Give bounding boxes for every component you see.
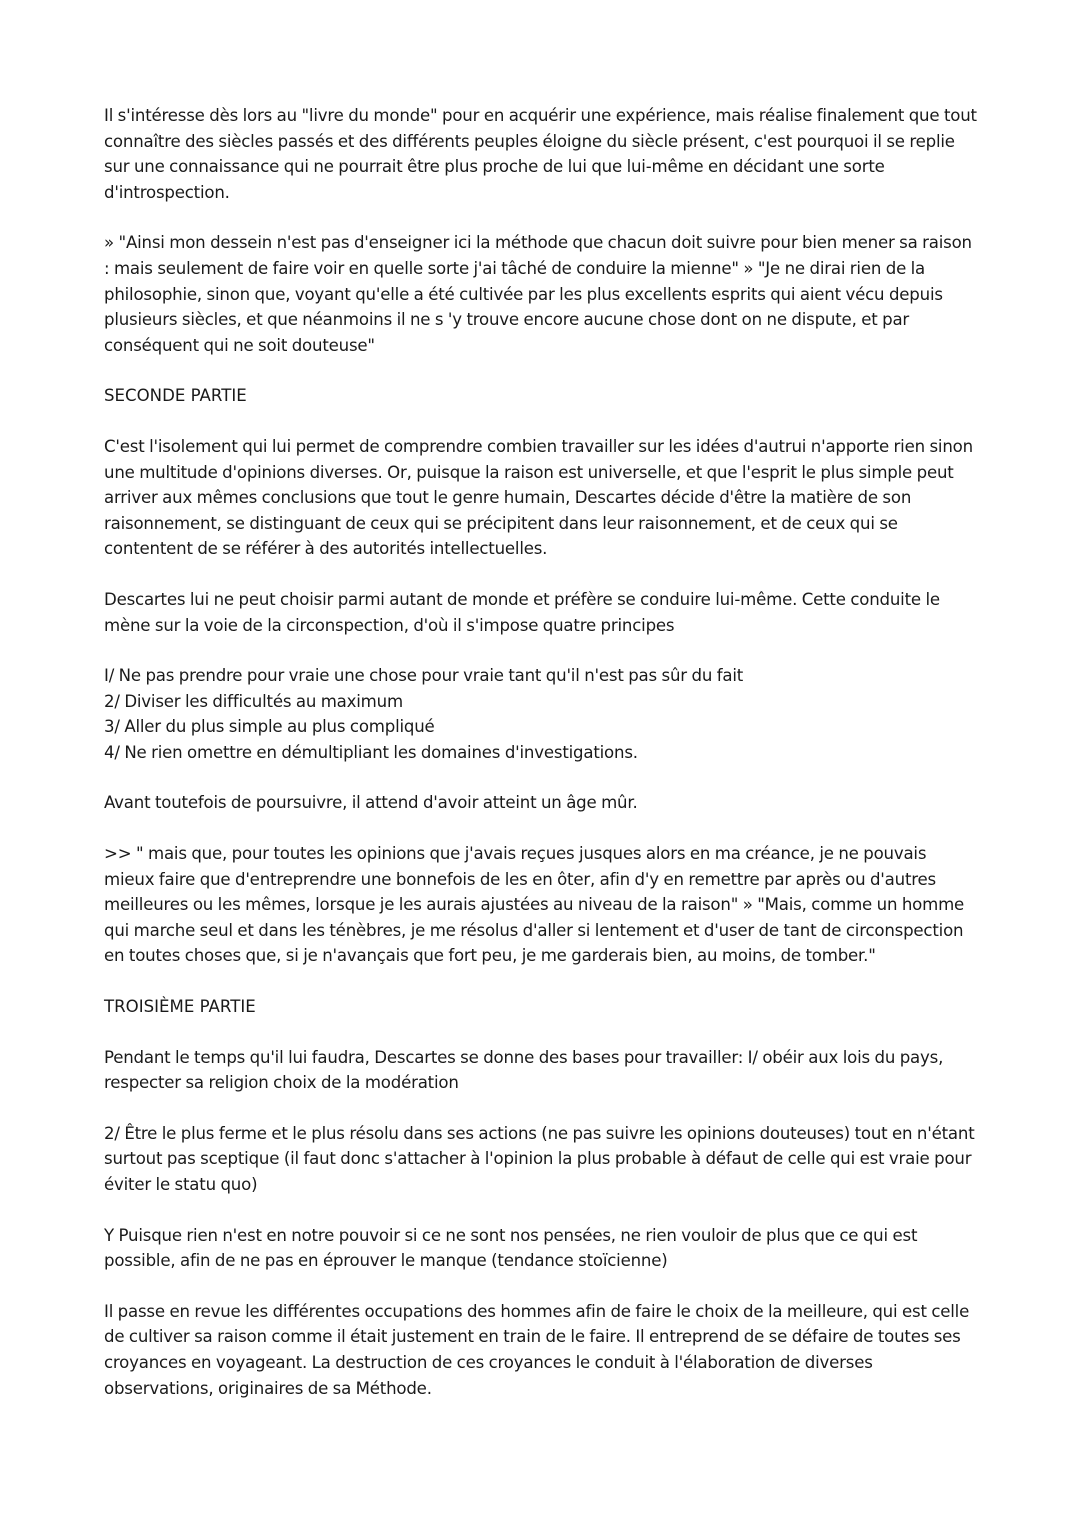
spacer <box>104 638 980 663</box>
spacer <box>104 562 980 587</box>
heading-seconde-partie: SECONDE PARTIE <box>104 386 247 406</box>
spacer <box>104 969 980 994</box>
spacer <box>104 358 980 383</box>
paragraph-isolement: C'est l'isolement qui lui permet de comprendre combien travailler sur les idées d'autrui n'apporte rien sinon une multitude d'opinions diverses. Or, puisque la raison est universelle, et que l'esprit le plus simple peut arriver aux mêmes conclusions que tout le genre humain, Descartes décide d'être la matière de son raisonnement, se distinguant de ceux qui se précipitent dans leur raisonnement, et de ceux qui se contentent de se référer à des autorités intellectuelles. <box>104 436 973 559</box>
spacer <box>104 1096 980 1121</box>
principle-1: I/ Ne pas prendre pour vraie une chose pour vraie tant qu'il n'est pas sûr du fait <box>104 666 744 686</box>
spacer <box>104 816 980 841</box>
principle-2: 2/ Diviser les difficultés au maximum <box>104 691 403 711</box>
quote-dessein: » "Ainsi mon dessein n'est pas d'enseigner ici la méthode que chacun doit suivre pour bien mener sa raison : mais seulement de faire voir en quelle sorte j'ai tâché de conduire la mienne" » "Je ne dirai rien de la philosophie, sinon que, voyant qu'elle a été cultivée par les plus excellents esprits qui aient vécu depuis plusieurs siècles, et que néanmoins il ne s 'y trouve encore aucune chose dont on ne dispute, et par conséquent qui ne soit douteuse" <box>104 233 972 355</box>
quote-opinions: >> " mais que, pour toutes les opinions que j'avais reçues jusques alors en ma créance, je ne pouvais mieux faire que d'entreprendre une bonnefois de les en ôter, afin d'y en remettre par après ou d'autres meilleures ou les mêmes, lorsque je les aurais ajustées au niveau de la raison" » "Mais, comme un homme qui marche seul et dans les ténèbres, je me résolus d'aller si lentement et d'user de tant de circonspection en toutes choses que, si je n'avançais que fort peu, je me garderais bien, au moins, de tomber." <box>104 844 965 966</box>
principles-list <box>104 663 980 765</box>
paragraph-age-mur: Avant toutefois de poursuivre, il attend d'avoir atteint un âge mûr. <box>104 793 638 813</box>
spacer <box>104 1198 980 1223</box>
spacer <box>104 205 980 230</box>
paragraph-pensees: Y Puisque rien n'est en notre pouvoir si ce ne sont nos pensées, ne rien vouloir de plus que ce qui est possible, afin de ne pas en éprouver le manque (tendance stoïcienne) <box>104 1225 918 1271</box>
principle-3: 3/ Aller du plus simple au plus compliqué <box>104 717 435 737</box>
paragraph-introspection: Il s'intéresse dès lors au "livre du monde" pour en acquérir une expérience, mais réalise finalement que tout connaître des siècles passés et des différents peuples éloigne du siècle présent, c'est pourquoi il se replie sur une connaissance qui ne pourrait être plus proche de lui que lui-même en décidant une sorte d'introspection. <box>104 106 977 202</box>
spacer <box>104 1274 980 1299</box>
heading-troisieme-partie: TROISIÈME PARTIE <box>104 997 256 1017</box>
paragraph-circonspection: Descartes lui ne peut choisir parmi autant de monde et préfère se conduire lui-même. Cette conduite le mène sur la voie de la circonspection, d'où il s'impose quatre principes <box>104 589 940 635</box>
paragraph-bases: Pendant le temps qu'il lui faudra, Descartes se donne des bases pour travailler: I/ obéir aux lois du pays, respecter sa religion choix de la modération <box>104 1047 944 1093</box>
paragraph-ferme: 2/ Être le plus ferme et le plus résolu dans ses actions (ne pas suivre les opinions douteuses) tout en n'étant surtout pas sceptique (il faut donc s'attacher à l'opinion la plus probable à défaut de celle qui est vraie pour éviter le statu quo) <box>104 1123 975 1194</box>
spacer <box>104 409 980 434</box>
spacer <box>104 1020 980 1045</box>
principle-4: 4/ Ne rien omettre en démultipliant les domaines d'investigations. <box>104 742 638 762</box>
spacer <box>104 765 980 790</box>
paragraph-occupations: Il passe en revue les différentes occupations des hommes afin de faire le choix de la meilleure, qui est celle de cultiver sa raison comme il était justement en train de le faire. Il entreprend de se défaire de toutes ses croyances en voyageant. La destruction de ces croyances le conduit à l'élaboration de diverses observations, originaires de sa Méthode. <box>104 1301 970 1398</box>
